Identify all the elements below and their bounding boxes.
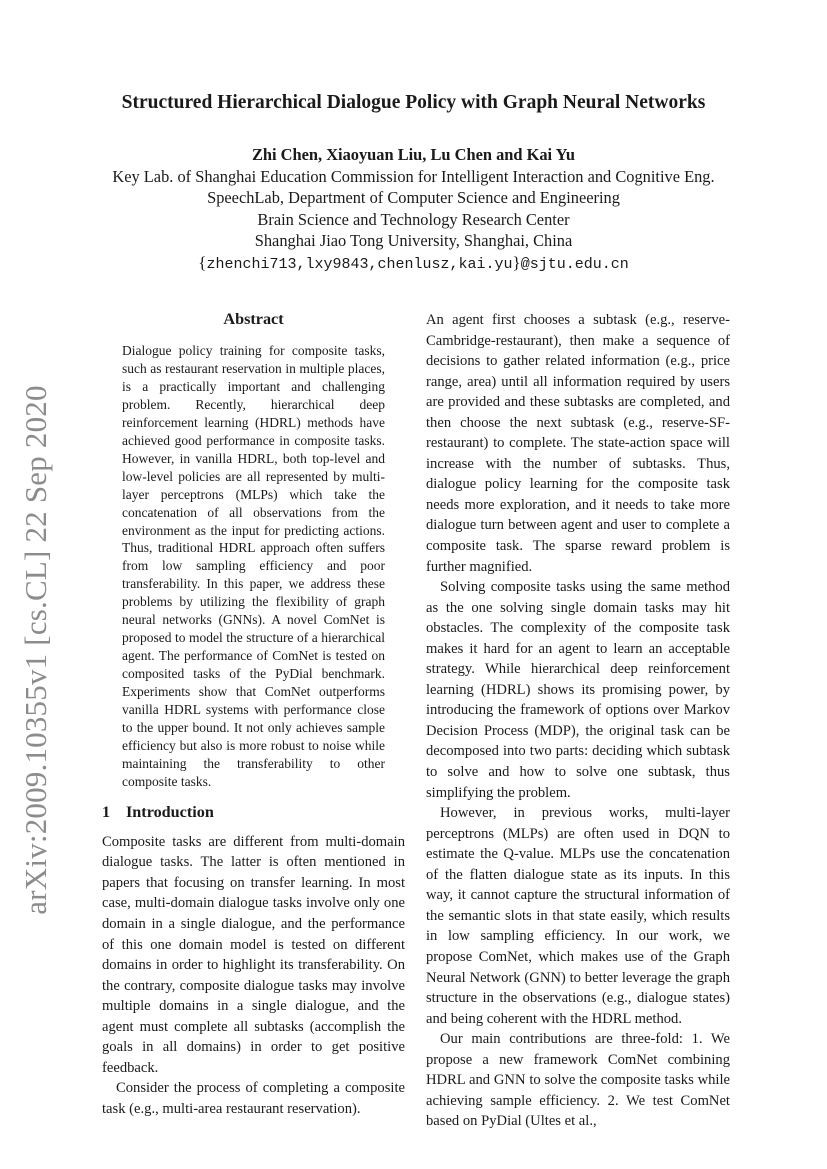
author-names: Zhi Chen, Xiaoyuan Liu, Lu Chen and Kai Yu xyxy=(251,145,576,164)
section-heading xyxy=(102,803,405,824)
section-number: 1 xyxy=(102,802,111,821)
paper-title: Structured Hierarchical Dialogue Policy with Graph Neural Networks xyxy=(121,92,706,113)
abstract-heading: Abstract xyxy=(223,310,284,328)
affiliation-line: Brain Science and Technology Research Center xyxy=(257,209,570,229)
right-column xyxy=(426,310,730,1132)
left-column xyxy=(102,310,405,1119)
affiliation-line: Key Lab. of Shanghai Education Commission for Intelligent Interaction and Cognitive Eng. xyxy=(112,166,715,186)
affiliation-line: Shanghai Jiao Tong University, Shanghai, China xyxy=(254,231,573,250)
author-block xyxy=(0,144,827,275)
abstract-text: Dialogue policy training for composite tasks, such as restaurant reservation in multiple places, is a practically important and challenging problem. Recently, hierarchical deep reinforcement learning (HDRL) methods have achieved good performance in composite tasks. However, in vanilla HDRL, both top-level and low-level policies are all represented by multi-layer perceptrons (MLPs) which take the concatenation of all observations from the environment as the input for predicting actions. Thus, traditional HDRL approach often suffers from low sampling efficiency and poor transferability. In this paper, we address these problems by utilizing the flexibility of graph neural networks (GNNs). A novel ComNet is proposed to model the structure of a hierarchical agent. The performance of ComNet is tested on composited tasks of the PyDial benchmark. Experiments show that ComNet outperforms vanilla HDRL systems with performance close to the upper bound. It not only achieves sample efficiency but also is more robust to noise while maintaining the transferability to other composite tasks. xyxy=(122,343,385,789)
paragraph: Our main contributions are three-fold: 1. We propose a new framework ComNet combining HDRL and GNN to solve the composite tasks while achieving sample efficiency. 2. We test ComNet based on PyDial (Ultes et al., xyxy=(426,1031,730,1130)
email-brace-close: } xyxy=(512,252,521,272)
paragraph: Solving composite tasks using the same method as the one solving single domain tasks may hit obstacles. The complexity of the composite task makes it hard for an agent to learn an acceptable strategy. While hierarchical deep reinforcement learning (HDRL) shows its promising power, by introducing the framework of options over Markov Decision Process (MDP), the original task can be decomposed into two parts: deciding which subtask to solve and how to solve one subtask, thus simplifying the problem. xyxy=(426,579,730,801)
email-users: zhenchi713,lxy9843,chenlusz,kai.yu xyxy=(206,255,513,273)
affiliation-line: SpeechLab, Department of Computer Science and Engineering xyxy=(207,188,620,207)
email-domain: @sjtu.edu.cn xyxy=(520,255,629,273)
paragraph: Consider the process of completing a composite task (e.g., multi-area restaurant reservation). xyxy=(102,1080,405,1117)
paragraph: However, in previous works, multi-layer perceptrons (MLPs) are often used in DQN to estimate the Q-value. MLPs use the concatenation of the flatten dialogue state as its inputs. In this way, it cannot capture the structural information of the semantic slots in that state easily, which results in low sampling efficiency. In our work, we propose ComNet, which makes use of the Graph Neural Network (GNN) to better leverage the graph structure in the observations (e.g., dialogue states) and being coherent with the HDRL method. xyxy=(426,805,730,1027)
section-title: Introduction xyxy=(126,802,214,821)
arxiv-identifier: arXiv:2009.10355v1 [cs.CL] 22 Sep 2020 xyxy=(18,385,53,915)
paragraph: Composite tasks are different from multi-domain dialogue tasks. The latter is often mentioned in papers that focusing on transfer learning. In most case, multi-domain dialogue tasks involve only one domain in a single dialogue, and the performance of this one domain model is tested on different domains in order to highlight its transferability. On the contrary, composite dialogue tasks may involve multiple domains in a single dialogue, and the agent must complete all subtasks (accomplish the goals in all domains) in order to get positive feedback. xyxy=(102,833,405,1076)
email-brace-open: { xyxy=(198,252,207,272)
paragraph: An agent first chooses a subtask (e.g., reserve-Cambridge-restaurant), then make a sequence of decisions to gather related information (e.g., price range, area) until all information required by users are provided and these subtasks are completed, and then choose the next subtask (e.g., reserve-SF-restaurant) to complete. The state-action space will increase with the number of subtasks. Thus, dialogue policy learning for the composite task needs more exploration, and it needs to take more dialogue turn between agent and user to complete a composite task. The sparse reward problem is further magnified. xyxy=(426,312,730,575)
author-emails xyxy=(0,252,827,276)
